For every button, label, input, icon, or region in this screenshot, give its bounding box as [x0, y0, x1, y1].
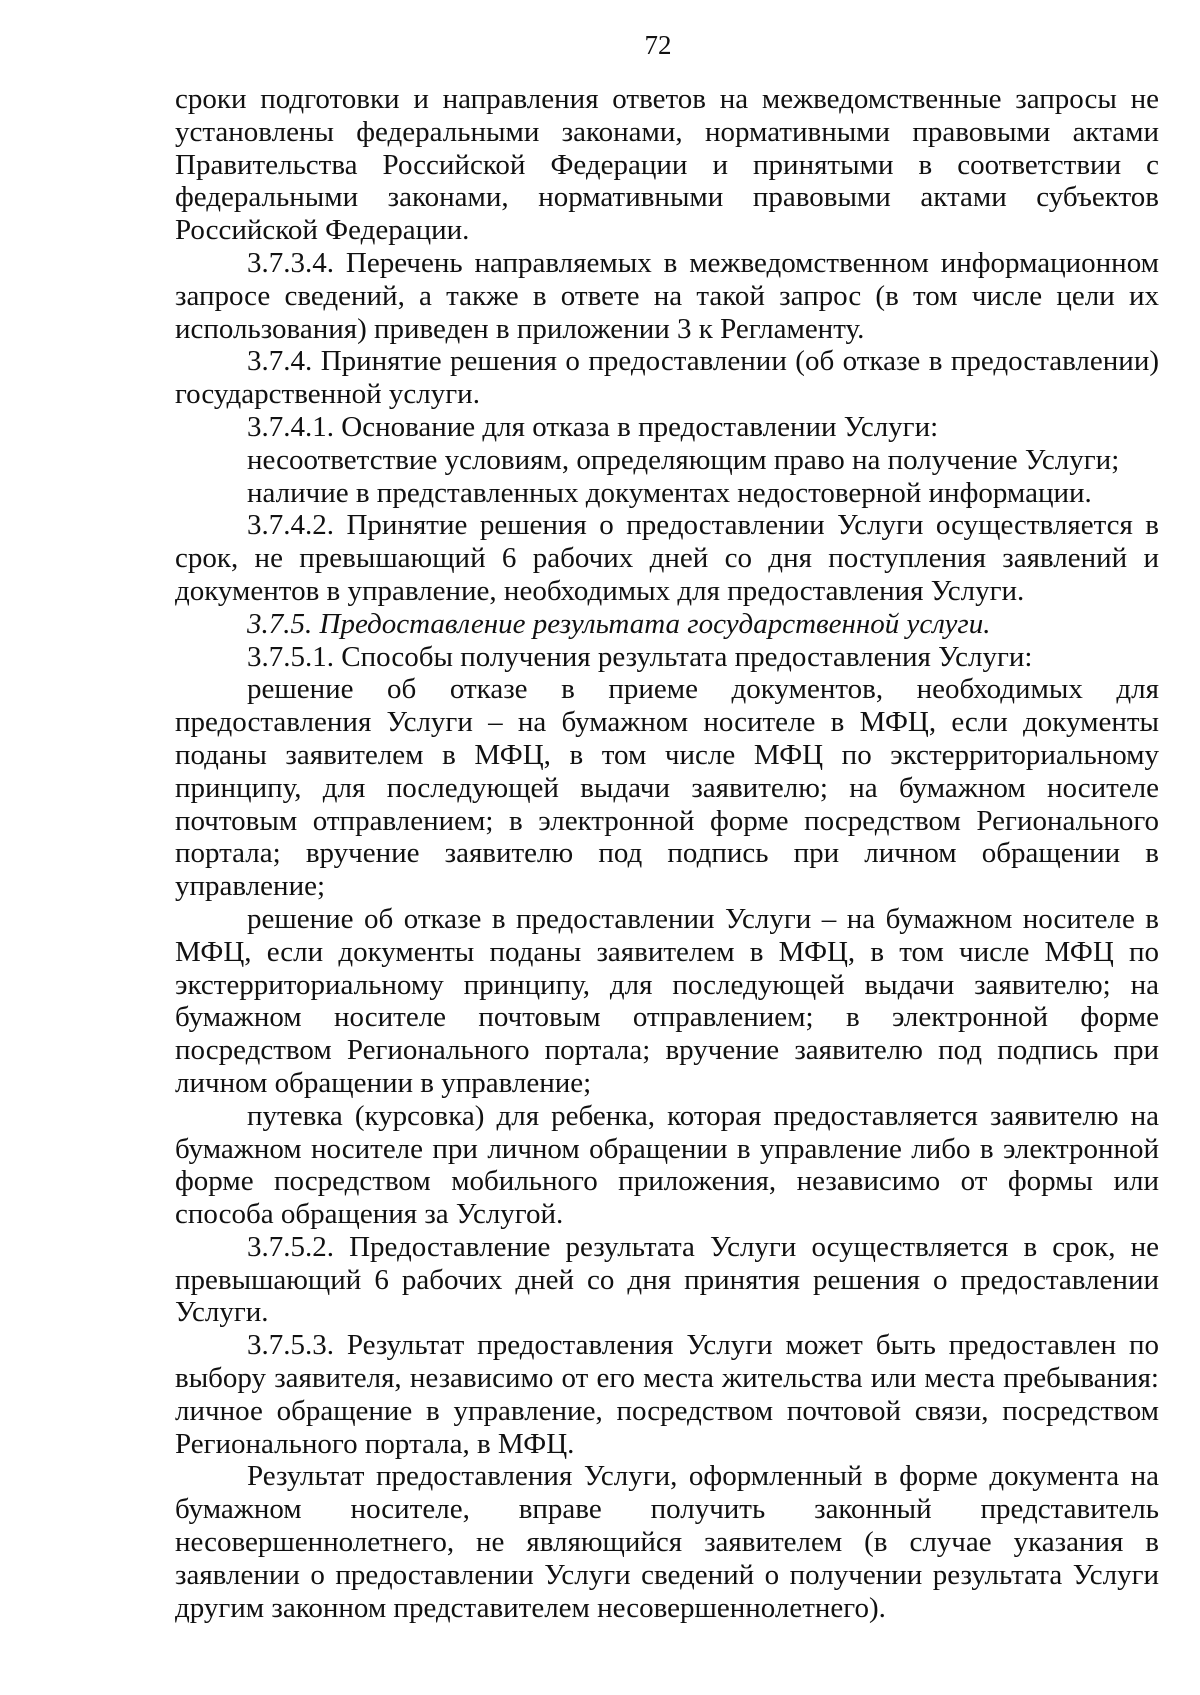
- paragraph: 3.7.4.2. Принятие решения о предоставлении Услуги осуществляется в срок, не превышающий 6 рабочих дней со дня поступления заявлений и документов в управление, необходимых для предоставления Услуги.: [175, 509, 1159, 607]
- paragraph: 3.7.4.1. Основание для отказа в предоставлении Услуги:: [247, 410, 939, 443]
- paragraph: несоответствие условиям, определяющим право на получение Услуги;: [247, 443, 1120, 476]
- paragraph: путевка (курсовка) для ребенка, которая предоставляется заявителю на бумажном носителе при личном обращении в управление либо в электронной форме посредством мобильного приложения, независимо от формы или способа обращения за Услугой.: [175, 1099, 1159, 1231]
- paragraph: 3.7.3.4. Перечень направляемых в межведомственном информационном запросе сведений, а также в ответе на такой запрос (в том числе цели их использования) приведен в приложении 3 к Регламенту.: [175, 246, 1159, 345]
- paragraph: решение об отказе в предоставлении Услуги – на бумажном носителе в МФЦ, если документы поданы заявителем в МФЦ, в том числе МФЦ по экстерриториальному принципу, для последующей выдачи заявителю; на бумажном носителе почтовым отправлением; в электронной форме посредством Регионального портала; вручение заявителю под подпись при личном обращении в управление;: [175, 902, 1159, 1099]
- paragraph: 3.7.5.1. Способы получения результата предоставления Услуги:: [247, 640, 1033, 673]
- section-heading: 3.7.5. Предоставление результата государственной услуги.: [247, 607, 991, 640]
- paragraph: 3.7.5.2. Предоставление результата Услуги осуществляется в срок, не превышающий 6 рабочих дней со дня принятия решения о предоставлении Услуги.: [175, 1230, 1159, 1329]
- paragraph: 3.7.5.3. Результат предоставления Услуги может быть предоставлен по выбору заявителя, независимо от его места жительства или места пребывания: личное обращение в управление, посредством почтовой связи, посредством Регионального портала, в МФЦ.: [175, 1329, 1159, 1460]
- paragraph: сроки подготовки и направления ответов на межведомственные запросы не установлены федеральными законами, нормативными правовыми актами Правительства Российской Федерации и принятыми в соответствии с федеральными законами, нормативными правовыми актами субъектов Российской Федерации.: [175, 83, 1159, 247]
- paragraph: 3.7.4. Принятие решения о предоставлении (об отказе в предоставлении) государственной услуги.: [175, 345, 1159, 411]
- document-body: [175, 83, 1159, 1624]
- paragraph: Результат предоставления Услуги, оформленный в форме документа на бумажном носителе, вправе получить законный представитель несовершеннолетнего, не являющийся заявителем (в случае указания в заявлении о предоставлении Услуги сведений о получении результата Услуги другим законном представителем несовершеннолетнего).: [175, 1460, 1159, 1624]
- paragraph: решение об отказе в приеме документов, необходимых для предоставления Услуги – на бумажном носителе в МФЦ, если документы поданы заявителем в МФЦ, в том числе МФЦ по экстерриториальному принципу, для последующей выдачи заявителю; на бумажном носителе почтовым отправлением; в электронной форме посредством Регионального портала; вручение заявителю под подпись при личном обращении в управление;: [175, 673, 1159, 903]
- paragraph: наличие в представленных документах недостоверной информации.: [247, 476, 1092, 509]
- page-number: 72: [644, 30, 672, 60]
